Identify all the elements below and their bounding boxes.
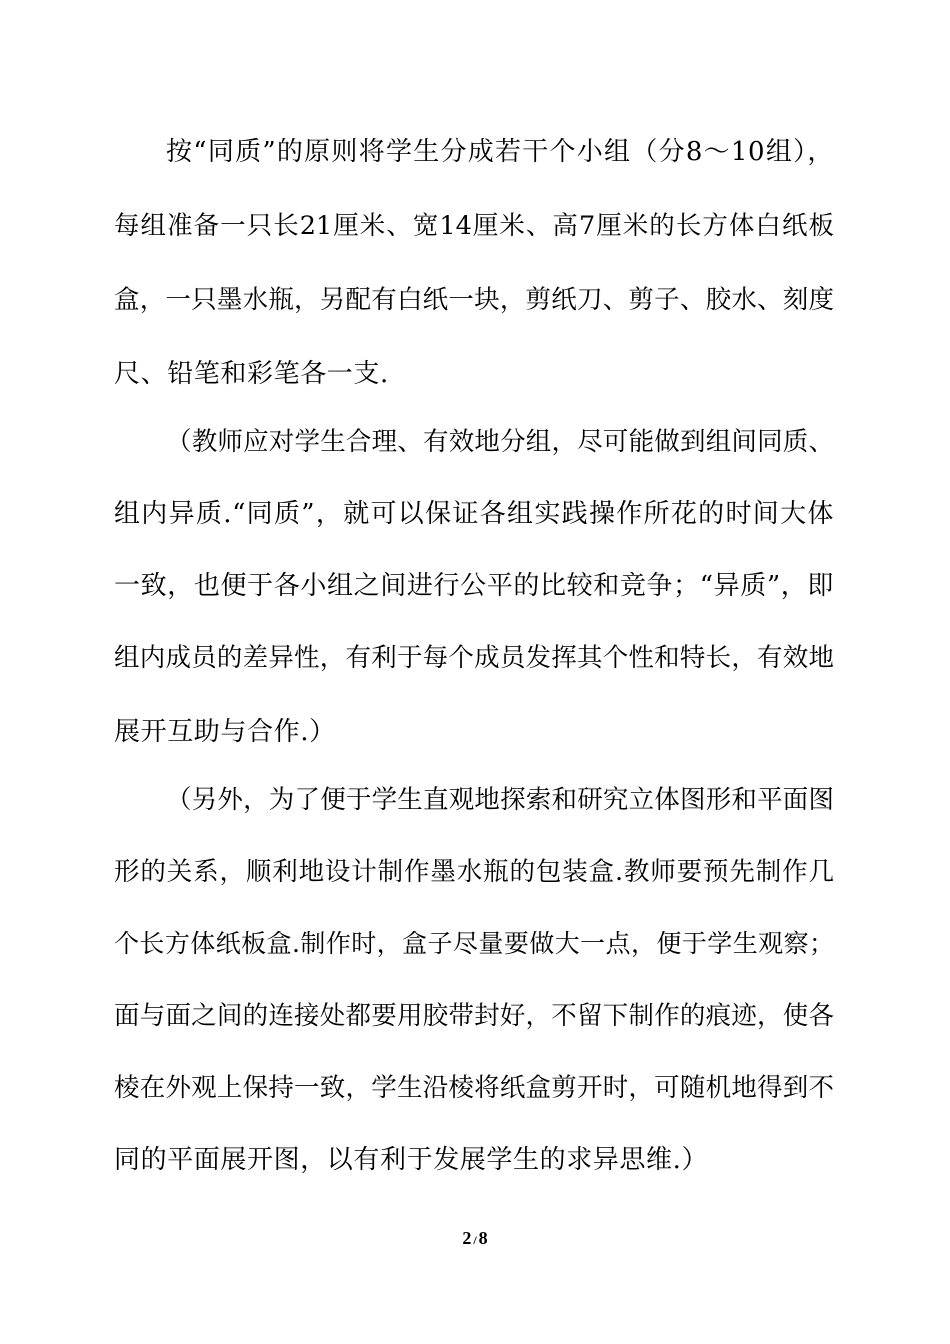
paragraph-3-line-6: 同的平面展开图，以有利于发展学生的求异思维.） (114, 1145, 709, 1175)
paragraph-3-line-2: 形的关系，顺利地设计制作墨水瓶的包装盒.教师要预先制作几 (114, 857, 834, 887)
page-separator: / (473, 1233, 477, 1247)
paragraph-2-line-5: 展开互助与合作.） (114, 717, 336, 747)
paragraph-1-line-3: 盒，一只墨水瓶，另配有白纸一块，剪纸刀、剪子、胶水、刻度 (114, 285, 834, 315)
page-total: 8 (478, 1228, 488, 1248)
page-number (0, 1226, 950, 1252)
paragraph-3-line-4: 面与面之间的连接处都要用胶带封好，不留下制作的痕迹，使各 (114, 1001, 834, 1031)
paragraph-2-line-3: 一致，也便于各小组之间进行公平的比较和竞争；“异质”，即 (114, 571, 834, 601)
paragraph-1-line-2: 每组准备一只长21厘米、宽14厘米、高7厘米的长方体白纸板 (114, 211, 834, 241)
paragraph-3-line-3: 个长方体纸板盒.制作时，盒子尽量要做大一点，便于学生观察； (114, 929, 834, 958)
paragraph-3-line-1: （另外，为了便于学生直观地探索和研究立体图形和平面图 (166, 785, 834, 815)
paragraph-1-line-1: 按“同质”的原则将学生分成若干个小组（分8～10组）， (166, 137, 834, 167)
paragraph-1-line-4: 尺、铅笔和彩笔各一支. (114, 359, 389, 389)
page-current: 2 (462, 1228, 472, 1248)
paragraph-2-line-2: 组内异质.“同质”，就可以保证各组实践操作所花的时间大体 (114, 499, 834, 529)
paragraph-2-line-4: 组内成员的差异性，有利于每个成员发挥其个性和特长，有效地 (114, 643, 834, 673)
paragraph-2-line-1: （教师应对学生合理、有效地分组，尽可能做到组间同质、 (166, 427, 834, 457)
paragraph-3-line-5: 棱在外观上保持一致，学生沿棱将纸盒剪开时，可随机地得到不 (114, 1073, 834, 1103)
